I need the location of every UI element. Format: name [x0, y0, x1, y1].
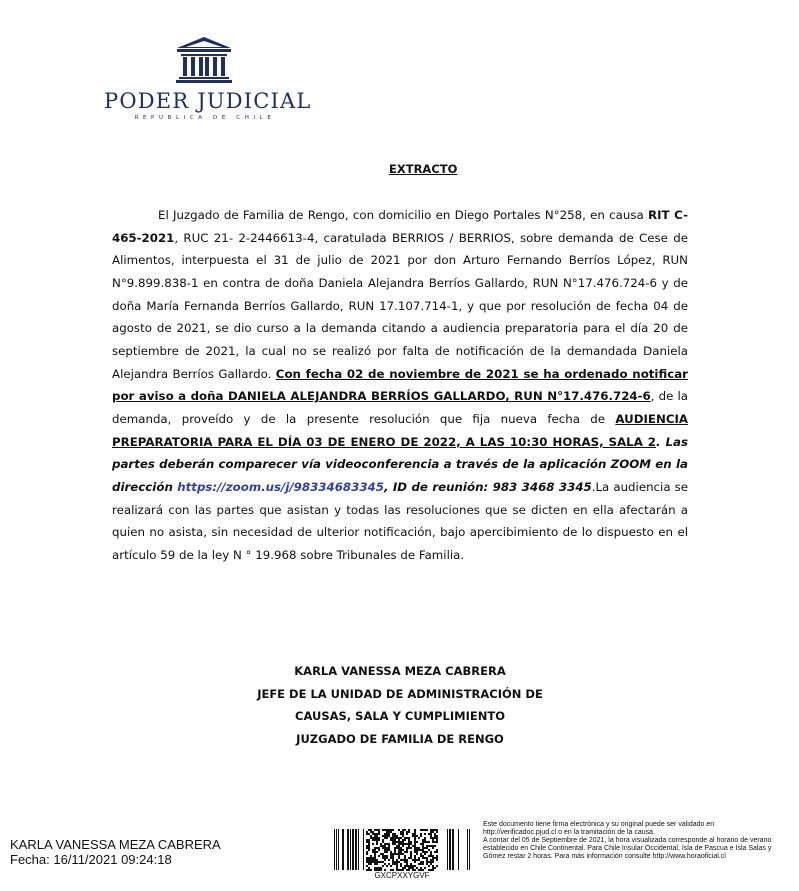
validation-notice: [483, 821, 789, 861]
verification-barcode: [334, 829, 470, 883]
notification-order: Con fecha 02 de noviembre de 2021 se ha ordenado notificar por aviso a doña DANIELA ALEJANDRA BERRÍOS GALLARDO, RUN N°17.476.724-6: [112, 366, 688, 404]
electronic-signer: [10, 838, 221, 867]
document-body: [112, 204, 688, 567]
case-rit: RIT C-465-2021: [112, 208, 688, 245]
poder-judicial-logo: [104, 36, 312, 122]
body-text-2: , RUC 21- 2-2446613-4, caratulada BERRIOS / BERRIOS, sobre demanda de Cese de Alimentos, interpuesta el 31 de julio de 2021 por don Arturo Fernando Berríos López, RUN N°9.899.838-1 en contra de doña Daniela Alejandra Berríos Gallardo, RUN N°17.476.724-6 y de doña María Fernanda Berríos Gallardo, RUN 17.107.714-1, y que por resolución de fecha 04 de agosto de 2021, se dio curso a la demanda citando a audiencia preparatoria para el día 20 de septiembre de 2021, la cual no se realizó por falta de notificación de la demandada Daniela Alejandra Berríos Gallardo.: [112, 230, 688, 381]
signer-name: KARLA VANESSA MEZA CABRERA: [10, 837, 221, 852]
barcode-code: GXCPXXYGVF: [374, 871, 430, 880]
timezone-text: A contar del 05 de Septiembre de 2021, la hora visualizada corresponde al horario de verano establecido en Chile Continental. Para Chile Insular Occidental, Isla de Pascua e Isla Salas y Gómez restar 2 horas. Para más información consulte http://www.horaoficial.cl: [483, 837, 772, 860]
signature-block: [200, 660, 600, 751]
italic-instructions-1: . Las partes deberán comparecer vía videoconferencia a través de la aplicación ZOOM en la dirección: [112, 434, 689, 494]
document-title: EXTRACTO: [389, 162, 458, 176]
signatory-name: KARLA VANESSA MEZA CABRERA: [294, 664, 506, 678]
signatory-title-1: JEFE DE LA UNIDAD DE ADMINISTRACIÓN DE: [257, 686, 543, 701]
body-text-3: , de la demanda, proveído y de la presente resolución que fija nueva fecha de: [112, 389, 688, 426]
body-text-1: El Juzgado de Familia de Rengo, con domicilio en Diego Portales N°258, en causa: [158, 208, 648, 222]
courthouse-icon: [174, 36, 234, 84]
meeting-id: , ID de reunión: 983 3468 3345: [383, 479, 592, 494]
signatory-title-3: JUZGADO DE FAMILIA DE RENGO: [296, 732, 504, 747]
barcode-icon: [334, 829, 470, 871]
validation-text: Este documento tiene firma electrónica y su original puede ser validado en http://verificadoc.pjud.cl o en la tramitación de la causa.: [483, 821, 715, 836]
signer-date: Fecha: 16/11/2021 09:24:18: [10, 851, 172, 867]
zoom-link[interactable]: https://zoom.us/j/98334683345: [177, 479, 384, 494]
institution-subtitle: REPUBLICA DE CHILE: [134, 115, 276, 121]
body-text-4: .La audiencia se realizará con las partes que asistan y todas las resoluciones que se dicten en ella afectarán a quien no asista, sin necesidad de ulterior notificación, bajo apercibimiento de lo dispuesto en el artículo 59 de la ley N ° 19.968 sobre Tribunales de Familia.: [112, 479, 689, 562]
institution-name: PODER JUDICIAL: [104, 89, 312, 113]
signatory-title-2: CAUSAS, SALA Y CUMPLIMIENTO: [295, 709, 505, 724]
hearing-date: AUDIENCIA PREPARATORIA PARA EL DÍA 03 DE ENERO DE 2022, A LAS 10:30 HORAS, SALA 2: [112, 411, 688, 449]
